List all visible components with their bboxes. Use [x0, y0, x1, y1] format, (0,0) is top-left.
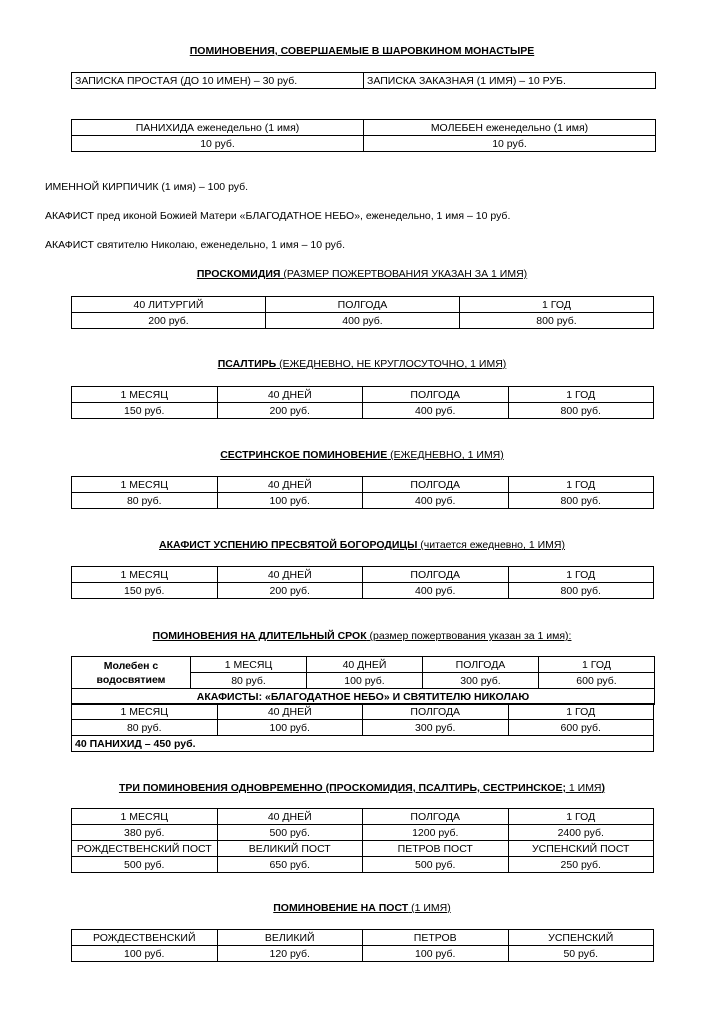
akafisty-title: АКАФИСТЫ: «БЛАГОДАТНОЕ НЕБО» И СВЯТИТЕЛЮ НИКОЛАЮ — [72, 689, 655, 705]
table-header: 1 МЕСЯЦ — [72, 704, 218, 720]
table-header: 1 МЕСЯЦ — [72, 809, 218, 825]
table-header: 1 МЕСЯЦ — [72, 387, 218, 403]
table-header: 1 ГОД — [508, 477, 654, 493]
table-header: 40 ДНЕЙ — [217, 809, 363, 825]
panikhid-cell: 40 ПАНИХИД – 450 руб. — [72, 736, 654, 752]
section-title: ПОМИНОВЕНИЕ НА ПОСТ (1 ИМЯ) — [273, 902, 451, 914]
table-header: ПОЛГОДА — [423, 657, 539, 673]
table-header: 40 ДНЕЙ — [217, 387, 363, 403]
table-cell: 200 руб. — [217, 583, 363, 599]
table-header: ПОЛГОДА — [363, 567, 509, 583]
table-header: 40 ЛИТУРГИЙ — [72, 297, 266, 313]
section-title: ПРОСКОМИДИЯ (РАЗМЕР ПОЖЕРТВОВАНИЯ УКАЗАН ЗА 1 ИМЯ) — [196, 268, 528, 280]
table-cell: 10 руб. — [72, 136, 364, 152]
table-header: 40 ДНЕЙ — [217, 477, 363, 493]
table-cell: 100 руб. — [217, 493, 363, 509]
table-cell: 100 руб. — [217, 720, 363, 736]
table-cell: 650 руб. — [217, 857, 363, 873]
page-title: ПОМИНОВЕНИЯ, СОВЕРШАЕМЫЕ В ШАРОВКИНОМ МОНАСТЫРЕ — [189, 45, 535, 57]
table-header: 1 МЕСЯЦ — [72, 567, 218, 583]
text-line: АКАФИСТ святителю Николаю, еженедельно, 1 имя – 10 руб. — [45, 239, 345, 251]
table-cell: 80 руб. — [72, 493, 218, 509]
table-header: РОЖДЕСТВЕНСКИЙ — [72, 930, 218, 946]
table-cell: 380 руб. — [72, 825, 218, 841]
table-cell: 800 руб. — [508, 583, 654, 599]
table-cell: 120 руб. — [217, 946, 363, 962]
akafisty-table — [71, 703, 654, 752]
text-line: ИМЕННОЙ КИРПИЧИК (1 имя) – 100 руб. — [45, 181, 249, 193]
fast-commemoration-table — [71, 929, 654, 962]
table-header: 1 ГОД — [539, 657, 655, 673]
table-cell: 800 руб. — [508, 493, 654, 509]
weekly-table — [71, 119, 656, 152]
table-cell: 100 руб. — [307, 673, 423, 689]
table-header: МОЛЕБЕН еженедельно (1 имя) — [364, 120, 656, 136]
table-cell: 600 руб. — [539, 673, 655, 689]
table-header: 40 ДНЕЙ — [217, 567, 363, 583]
table-cell: 800 руб. — [508, 403, 654, 419]
three-commemorations-table — [71, 808, 654, 873]
table-cell: 300 руб. — [363, 720, 509, 736]
table-header: ВЕЛИКИЙ — [217, 930, 363, 946]
table-header: 1 МЕСЯЦ — [72, 477, 218, 493]
table-cell: 80 руб. — [191, 673, 307, 689]
table-cell: 400 руб. — [363, 403, 509, 419]
table-cell: 50 руб. — [508, 946, 654, 962]
table-cell: 10 руб. — [364, 136, 656, 152]
table-header: ПАНИХИДА еженедельно (1 имя) — [72, 120, 364, 136]
simple-note-cell: ЗАПИСКА ПРОСТАЯ (ДО 10 ИМЕН) – 30 руб. — [72, 73, 364, 89]
table-header: 1 МЕСЯЦ — [191, 657, 307, 673]
table-cell: 500 руб. — [217, 825, 363, 841]
table-cell: 500 руб. — [363, 857, 509, 873]
table-cell: 150 руб. — [72, 403, 218, 419]
table-header: 1 ГОД — [460, 297, 654, 313]
table-cell: 250 руб. — [508, 857, 654, 873]
table-header: ПОЛГОДА — [363, 387, 509, 403]
table-cell: 400 руб. — [363, 583, 509, 599]
table-header: ПЕТРОВ ПОСТ — [363, 841, 509, 857]
section-title: СЕСТРИНСКОЕ ПОМИНОВЕНИЕ (ЕЖЕДНЕВНО, 1 ИМЯ) — [220, 449, 504, 461]
table-cell: 300 руб. — [423, 673, 539, 689]
notes-table — [71, 72, 656, 89]
table-header: 1 ГОД — [508, 809, 654, 825]
table-cell: 2400 руб. — [508, 825, 654, 841]
custom-note-cell: ЗАПИСКА ЗАКАЗНАЯ (1 ИМЯ) – 10 РУБ. — [364, 73, 656, 89]
table-header: ПЕТРОВ — [363, 930, 509, 946]
section-title: АКАФИСТ УСПЕНИЮ ПРЕСВЯТОЙ БОГОРОДИЦЫ (читается ежедневно, 1 ИМЯ) — [159, 539, 565, 551]
proskomidia-table — [71, 296, 654, 329]
sestrinskoe-table — [71, 476, 654, 509]
table-header: ПОЛГОДА — [266, 297, 460, 313]
table-cell: 150 руб. — [72, 583, 218, 599]
table-header: ПОЛГОДА — [363, 809, 509, 825]
table-cell: 200 руб. — [217, 403, 363, 419]
table-cell: 500 руб. — [72, 857, 218, 873]
table-cell: 100 руб. — [72, 946, 218, 962]
table-header: ВЕЛИКИЙ ПОСТ — [217, 841, 363, 857]
section-title: ТРИ ПОМИНОВЕНИЯ ОДНОВРЕМЕННО (ПРОСКОМИДИЯ, ПСАЛТИРЬ, СЕСТРИНСКОЕ; 1 ИМЯ) — [118, 782, 606, 794]
psaltir-table — [71, 386, 654, 419]
table-header: УСПЕНСКИЙ — [508, 930, 654, 946]
table-cell: 400 руб. — [266, 313, 460, 329]
table-header: ПОЛГОДА — [363, 477, 509, 493]
table-cell: 1200 руб. — [363, 825, 509, 841]
table-header: 40 ДНЕЙ — [307, 657, 423, 673]
akafist-uspeniyu-table — [71, 566, 654, 599]
table-cell: 400 руб. — [363, 493, 509, 509]
table-header: РОЖДЕСТВЕНСКИЙ ПОСТ — [72, 841, 218, 857]
table-header: 40 ДНЕЙ — [217, 704, 363, 720]
section-title: ПСАЛТИРЬ (ЕЖЕДНЕВНО, НЕ КРУГЛОСУТОЧНО, 1 ИМЯ) — [217, 358, 507, 370]
table-header: 1 ГОД — [508, 567, 654, 583]
text-line: АКАФИСТ пред иконой Божией Матери «БЛАГОДАТНОЕ НЕБО», еженедельно, 1 имя – 10 руб. — [45, 210, 511, 222]
long-term-table — [71, 656, 655, 705]
section-title: ПОМИНОВЕНИЯ НА ДЛИТЕЛЬНЫЙ СРОК (размер пожертвования указан за 1 имя): — [152, 630, 572, 642]
table-header: ПОЛГОДА — [363, 704, 509, 720]
moleben-label: Молебен с водосвятием — [72, 657, 191, 689]
table-header: 1 ГОД — [508, 387, 654, 403]
table-header: УСПЕНСКИЙ ПОСТ — [508, 841, 654, 857]
table-header: 1 ГОД — [508, 704, 654, 720]
table-cell: 600 руб. — [508, 720, 654, 736]
table-cell: 100 руб. — [363, 946, 509, 962]
table-cell: 800 руб. — [460, 313, 654, 329]
table-cell: 80 руб. — [72, 720, 218, 736]
table-cell: 200 руб. — [72, 313, 266, 329]
